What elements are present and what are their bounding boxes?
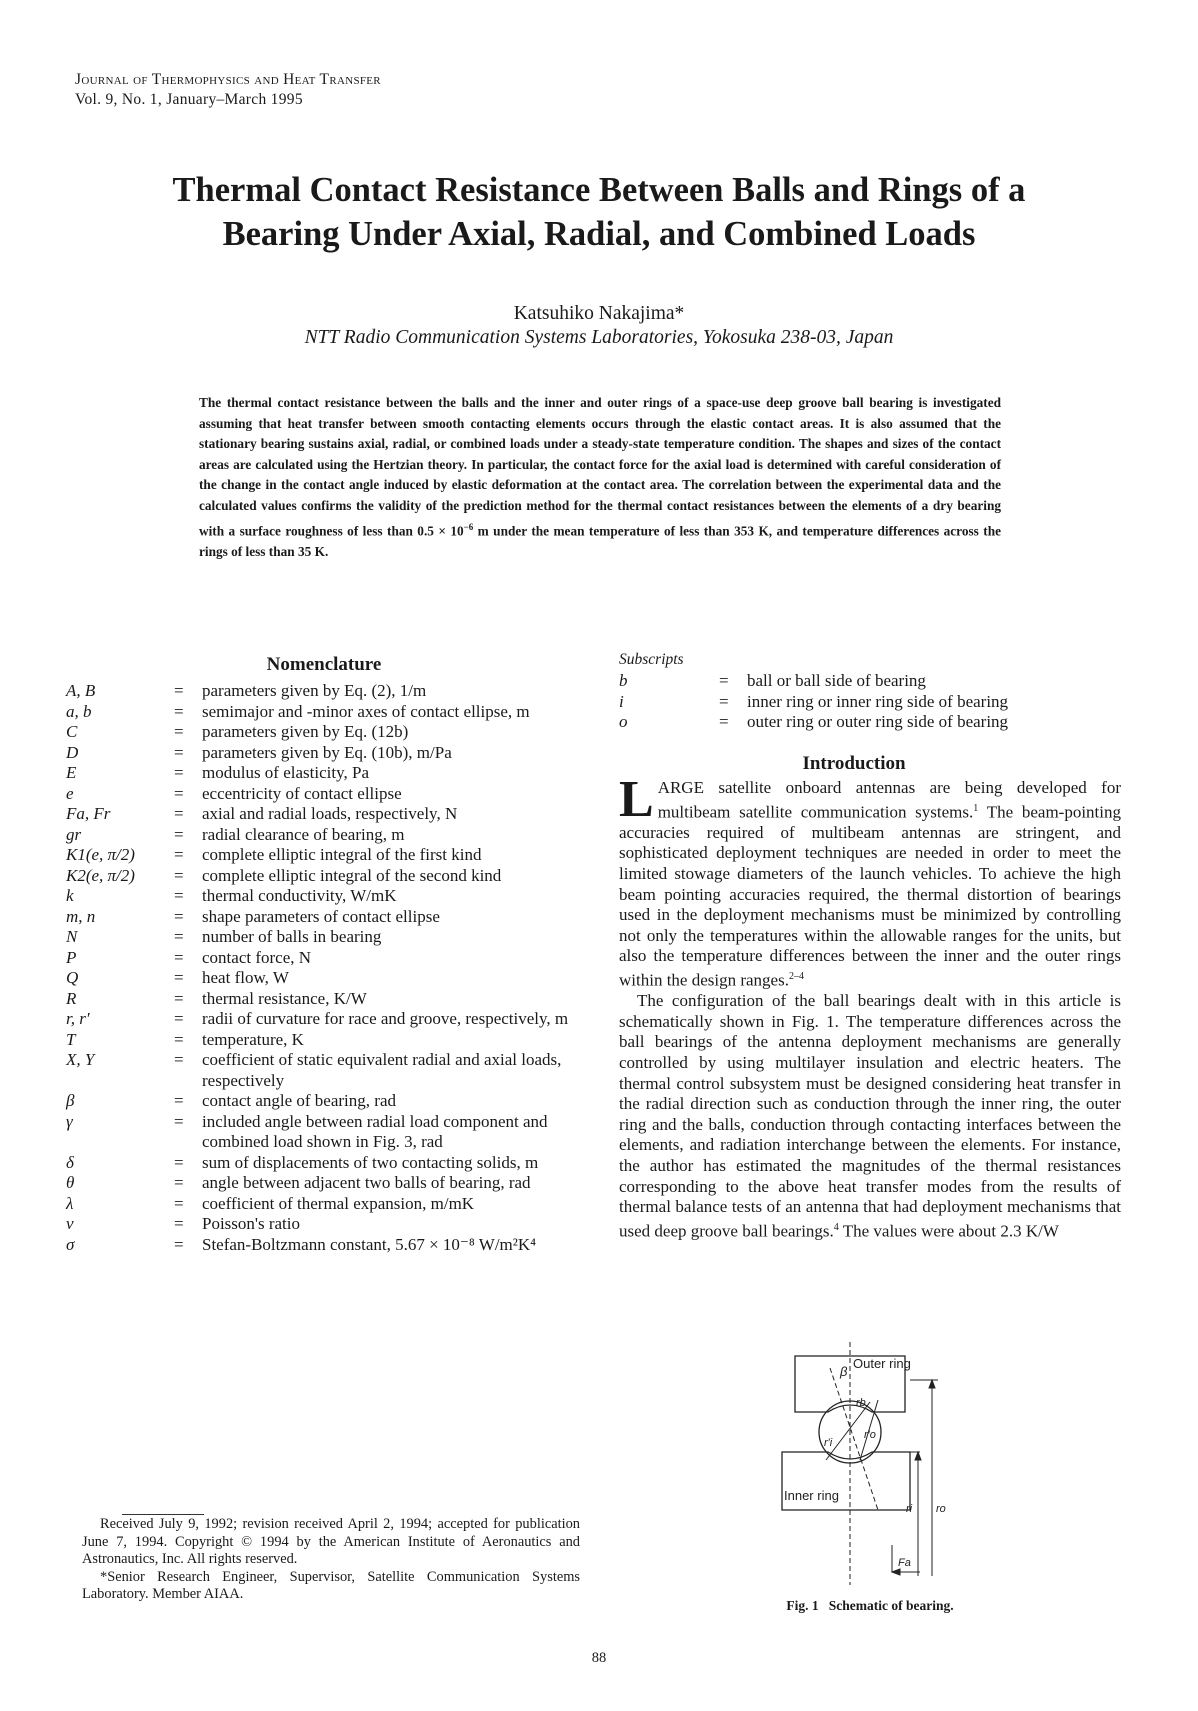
nomenclature-symbol: P [66,947,77,967]
bearing-schematic-figure [760,1340,990,1590]
equals-sign: = [174,1091,184,1110]
subscripts-list [619,671,1089,733]
subscript-definition: outer ring or outer ring side of bearing [747,712,1009,731]
nomenclature-row [66,784,582,805]
nomenclature-row [66,763,582,784]
intro-paragraph-2 [619,991,1121,1242]
equals-sign: = [174,906,184,926]
nomenclature-definition: complete elliptic integral of the second kind [202,865,502,885]
figure-caption-number: Fig. 1 [786,1598,819,1613]
nomenclature-definition: included angle between radial load component and combined load shown in Fig. 3, rad [202,1111,548,1151]
fig-label-beta: β [840,1364,848,1379]
introduction-body [619,771,1121,1242]
fig-label-fa: Fa [898,1557,911,1569]
equals-sign: = [174,886,184,905]
footnotes [82,1516,580,1604]
nomenclature-symbol: e [66,783,74,803]
equals-sign: = [174,681,184,700]
equals-sign: = [174,701,184,721]
nomenclature-row [66,927,582,948]
nomenclature-symbol: R [66,988,77,1008]
nomenclature-symbol: γ [66,1111,73,1131]
equals-sign: = [174,722,184,741]
nomenclature-row [66,886,582,907]
fig-label-inner-ring: Inner ring [784,1488,839,1503]
equals-sign: = [174,1029,184,1049]
equals-sign: = [174,1111,184,1131]
nomenclature-definition: parameters given by Eq. (10b), m/Pa [202,742,452,762]
nomenclature-row [66,1173,582,1194]
nomenclature-row [66,866,582,887]
equals-sign: = [174,927,184,946]
fig-label-rb: rb [856,1397,866,1409]
nomenclature-row [66,1194,582,1215]
nomenclature-definition: radial clearance of bearing, m [202,824,405,844]
equals-sign: = [174,865,184,885]
fig-label-ri-prime: r′i [824,1437,833,1449]
subscripts-heading: Subscripts [619,651,684,668]
nomenclature-symbol: σ [66,1234,75,1254]
nomenclature-symbol: E [66,763,77,782]
nomenclature-definition: shape parameters of contact ellipse [202,906,440,926]
subscript-definition: ball or ball side of bearing [747,671,926,690]
intro-text: ARGE satellite onboard antennas are being developed for multibeam satellite communication systems. [657,778,1121,822]
journal-name: Journal of Thermophysics and Heat Transfer [75,71,381,88]
nomenclature-definition: angle between adjacent two balls of bearing, rad [202,1173,531,1192]
nomenclature-definition: Stefan-Boltzmann constant, 5.67 × 10⁻⁸ W/m²K⁴ [202,1234,537,1254]
equals-sign: = [719,671,729,690]
citation: 2–4 [788,971,804,982]
intro-text: The configuration of the ball bearings dealt with in this article is schematically shown in Fig. 1. The temperature differences across the ball bearings of the antenna deployment mechanisms are generally controlled by using multilayer insulation and electric heaters. The thermal control subsystem must be designed considering heat transfer in the radial direction such as conduction through the inner ring, the outer ring and the balls, conduction through contacting interfaces between the elements, and radiation interchange between the elements. For instance, the author has estimated the magnitudes of the thermal resistances corresponding to the above heat transfer modes from the results of thermal balance tests of an antenna that had deployment mechanisms that used deep groove ball bearings. [619,991,1121,1241]
nomenclature-row [66,743,582,764]
figure-caption-text: Schematic of bearing. [828,1598,954,1613]
equals-sign: = [174,824,184,844]
nomenclature-definition: radii of curvature for race and groove, respectively, m [202,1009,569,1028]
affiliation: NTT Radio Communication Systems Laboratories, Yokosuka 238-03, Japan [304,327,894,348]
abstract-text-2: m under the mean temperature of less than 353 K, and temperature differences across the rings of less than 35 K. [199,522,1001,559]
nomenclature-symbol: N [66,927,78,946]
introduction-heading: Introduction [802,753,906,774]
equals-sign: = [719,691,729,711]
nomenclature-symbol: K1(e, π/2) [66,845,135,864]
paper-title [60,168,1138,256]
equals-sign: = [174,1193,184,1213]
nomenclature-row [66,907,582,928]
nomenclature-symbol: C [66,722,78,741]
citation: 4 [833,1221,839,1233]
title-line-1: Thermal Contact Resistance Between Balls and Rings of a [172,171,1026,209]
equals-sign: = [174,763,184,782]
nomenclature-definition: coefficient of thermal expansion, m/mK [202,1193,475,1213]
intro-paragraph-1 [619,771,1121,991]
equals-sign: = [174,947,184,967]
subscript-symbol: b [619,671,628,690]
equals-sign: = [174,1050,184,1069]
nomenclature-definition: axial and radial loads, respectively, N [202,804,458,823]
nomenclature-row [66,1214,582,1235]
nomenclature-heading: Nomenclature [266,654,382,675]
equals-sign: = [719,712,729,731]
nomenclature-definition: sum of displacements of two contacting solids, m [202,1152,539,1172]
nomenclature-symbol: ν [66,1214,74,1233]
nomenclature-definition: coefficient of static equivalent radial and axial loads, respectively [202,1050,562,1090]
nomenclature-definition: Poisson's ratio [202,1214,300,1233]
equals-sign: = [174,1009,184,1028]
figure-caption [619,1598,1121,1614]
abstract-exponent: −6 [463,521,474,532]
title-line-2: Bearing Under Axial, Radial, and Combined Loads [222,215,976,253]
subscript-symbol: o [619,712,628,731]
nomenclature-row [66,1112,582,1153]
nomenclature-symbol: A, B [66,681,96,700]
equals-sign: = [174,988,184,1008]
nomenclature-definition: thermal resistance, K/W [202,988,367,1008]
fig-label-ri: ri [906,1503,913,1515]
nomenclature-definition: contact angle of bearing, rad [202,1091,396,1110]
intro-text: The beam-pointing accuracies required of multibeam antennas are stringent, and sophisticated deployment techniques are needed in order to meet the limited stowage diameters of the launch vehicles. To achieve the high beam pointing accuracies required, the thermal distortion of bearings used in the deployment mechanisms must be minimized by controlling not only the temperatures within the allowable ranges for the units, but also the temperature differences between the inner and the outer rings within the design ranges. [619,802,1121,990]
abstract [199,393,1001,562]
nomenclature-definition: complete elliptic integral of the first kind [202,845,482,864]
nomenclature-list [66,681,582,1255]
nomenclature-symbol: r, r′ [66,1009,90,1028]
citation: 1 [973,802,979,814]
nomenclature-symbol: X, Y [66,1050,95,1069]
author-note: *Senior Research Engineer, Supervisor, Satellite Communication Systems Laboratory. Member AIAA. [82,1568,580,1603]
author: Katsuhiko Nakajima* [513,303,685,324]
fig-label-ro: ro [936,1503,946,1515]
nomenclature-symbol: D [66,742,79,762]
nomenclature-row [66,1153,582,1174]
nomenclature-row [66,1030,582,1051]
nomenclature-symbol: T [66,1029,76,1049]
nomenclature-definition: temperature, K [202,1029,304,1049]
nomenclature-definition: contact force, N [202,947,312,967]
nomenclature-symbol: Q [66,968,79,987]
nomenclature-definition: semimajor and -minor axes of contact ellipse, m [202,701,530,721]
equals-sign: = [174,783,184,803]
equals-sign: = [174,804,184,823]
nomenclature-definition: heat flow, W [202,968,289,987]
nomenclature-row [66,804,582,825]
nomenclature-row [66,702,582,723]
subscript-row [619,692,1089,713]
fig-label-ro-prime: r′o [864,1429,876,1441]
nomenclature-definition: parameters given by Eq. (12b) [202,722,409,741]
nomenclature-row [66,1091,582,1112]
nomenclature-symbol: δ [66,1152,74,1172]
nomenclature-row [66,1009,582,1030]
received-note: Received July 9, 1992; revision received April 2, 1994; accepted for publication June 7, 1994. Copyright © 1994 by the American Institute of Aeronautics and Astronautics, Inc. All rights reserved. [82,1516,580,1568]
equals-sign: = [174,968,184,987]
nomenclature-row [66,1050,582,1091]
nomenclature-definition: thermal conductivity, W/mK [202,886,397,905]
nomenclature-symbol: Fa, Fr [66,804,111,823]
subscript-definition: inner ring or inner ring side of bearing [747,691,1009,711]
nomenclature-row [66,825,582,846]
nomenclature-row [66,681,582,702]
nomenclature-symbol: K2(e, π/2) [66,865,135,885]
subscript-row [619,671,1089,692]
subscript-symbol: i [619,691,624,711]
nomenclature-row [66,845,582,866]
footnote-rule [122,1514,204,1515]
nomenclature-row [66,1235,582,1256]
nomenclature-row [66,968,582,989]
abstract-text-1: The thermal contact resistance between the balls and the inner and outer rings of a space-use deep groove ball bearing is investigated assuming that heat transfer between smooth contacting elements occurs through the elastic contact areas. It is also assumed that the stationary bearing sustains axial, radial, or combined loads under a steady-state temperature condition. The shapes and sizes of the contact areas are calculated using the Hertzian theory. In particular, the contact force for the axial load is determined with careful consideration of the change in the contact angle induced by elastic deformation at the contact area. The correlation between the experimental data and the calculated values confirms the validity of the prediction method for the thermal contact resistances between the elements of a dry bearing with a surface roughness of less than 0.5 × 10 [199,395,1001,538]
equals-sign: = [174,845,184,864]
nomenclature-symbol: θ [66,1173,75,1192]
fig-label-outer-ring: Outer ring [853,1356,911,1371]
subscript-row [619,712,1089,733]
nomenclature-symbol: m, n [66,906,96,926]
nomenclature-row [66,948,582,969]
nomenclature-definition: number of balls in bearing [202,927,382,946]
nomenclature-definition: modulus of elasticity, Pa [202,763,369,782]
nomenclature-symbol: k [66,886,74,905]
nomenclature-row [66,989,582,1010]
equals-sign: = [174,1173,184,1192]
nomenclature-symbol: a, b [66,701,92,721]
nomenclature-definition: eccentricity of contact ellipse [202,783,402,803]
nomenclature-symbol: λ [66,1193,74,1213]
equals-sign: = [174,1234,184,1254]
nomenclature-symbol: gr [66,824,82,844]
equals-sign: = [174,1214,184,1233]
journal-issue: Vol. 9, No. 1, January–March 1995 [75,91,303,108]
nomenclature-definition: parameters given by Eq. (2), 1/m [202,681,427,700]
equals-sign: = [174,1152,184,1172]
page-number: 88 [591,1650,607,1666]
journal-header [75,70,381,110]
equals-sign: = [174,742,184,762]
nomenclature-row [66,722,582,743]
nomenclature-symbol: β [66,1091,75,1110]
drop-cap: L [619,771,654,828]
intro-text: The values were about 2.3 K/W [838,1221,1059,1241]
